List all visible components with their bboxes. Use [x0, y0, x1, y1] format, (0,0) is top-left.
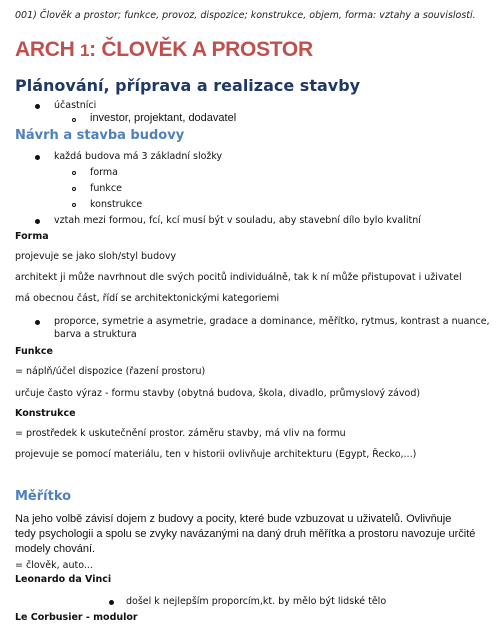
bullet-icon: [109, 600, 114, 605]
sub-funkce: funkce: [90, 183, 122, 194]
funkce-line: určuje často výraz - formu stavby (obytná budova, škola, divadlo, průmyslový závod): [15, 388, 421, 399]
bullet-icon: [35, 320, 40, 325]
heading-planovani: Plánování, příprava a realizace stavby: [15, 76, 361, 95]
sub-konstrukce: konstrukce: [90, 199, 143, 210]
label-konstrukce: Konstrukce: [15, 408, 76, 419]
forma-line: má obecnou část, řídí se architektonickými kategoriemi: [15, 293, 280, 304]
leonardo-bullet: došel k nejlepším proporcím,kt. by mělo být lidské tělo: [126, 596, 387, 607]
label-leonardo: Leonardo da Vinci: [15, 574, 112, 585]
title-rest: : ČLOVĚK A PROSTOR: [89, 38, 313, 61]
meritko-para-line: modely chování.: [15, 543, 96, 555]
sub-forma: forma: [90, 167, 118, 178]
forma-line: projevuje se jako sloh/styl budovy: [15, 251, 177, 262]
bullet-icon: [35, 104, 40, 109]
forma-line: architekt ji může navrhnout dle svých pocitů individuálně, tak k ní může přistupovat i uživatel: [15, 272, 462, 283]
label-forma: Forma: [15, 231, 49, 242]
bullet-icon: [35, 155, 40, 160]
circle-bullet-icon: [72, 118, 76, 122]
title-prefix: ARCH: [15, 38, 80, 61]
funkce-line: = náplň/účel dispozice (řazení prostoru): [15, 366, 206, 377]
label-corbusier: Le Corbusier - modulor: [15, 612, 138, 623]
bullet-vztah: vztah mezi formou, fcí, kcí musí být v souladu, aby stavební dílo bylo kvalitní: [54, 215, 421, 226]
circle-bullet-icon: [72, 187, 76, 191]
meritko-eq: = člověk, auto...: [15, 560, 93, 571]
page-title: [15, 38, 313, 62]
meritko-para-line: tedy psychologii a spolu se zvyky navázanými na daný druh měřítka a prostoru navozuje určité: [15, 528, 476, 540]
forma-bullet-line1: proporce, symetrie a asymetrie, gradace a dominance, měřítko, rytmus, kontrast a nuance,: [54, 316, 490, 327]
heading-navrh: Návrh a stavba budovy: [15, 128, 185, 143]
heading-meritko: Měřítko: [15, 489, 72, 504]
konstrukce-line: = prostředek k uskutečnění prostor. záměru stavby, má vliv na formu: [15, 428, 346, 439]
sub-ucastnici: investor, projektant, dodavatel: [90, 112, 237, 124]
forma-bullet-line2: barva a struktura: [54, 329, 137, 340]
bullet-icon: [35, 219, 40, 224]
meritko-para-line: Na jeho volbě závisí dojem z budovy a pocity, které bude vzbuzovat u uživatelů. Ovlivňuje: [15, 513, 452, 525]
circle-bullet-icon: [72, 171, 76, 175]
bullet-ucastnici: účastníci: [54, 100, 97, 111]
circle-bullet-icon: [72, 203, 76, 207]
label-funkce: Funkce: [15, 346, 53, 357]
document-subtitle: 001) Člověk a prostor; funkce, provoz, dispozice; konstrukce, objem, forma: vztahy a souvislosti.: [15, 10, 476, 21]
title-number: 1: [80, 41, 90, 60]
konstrukce-line: projevuje se pomocí materiálu, ten v historii ovlivňuje architekturu (Egypt, Řecko,...): [15, 449, 417, 460]
bullet-slozky: každá budova má 3 základní složky: [54, 151, 223, 162]
